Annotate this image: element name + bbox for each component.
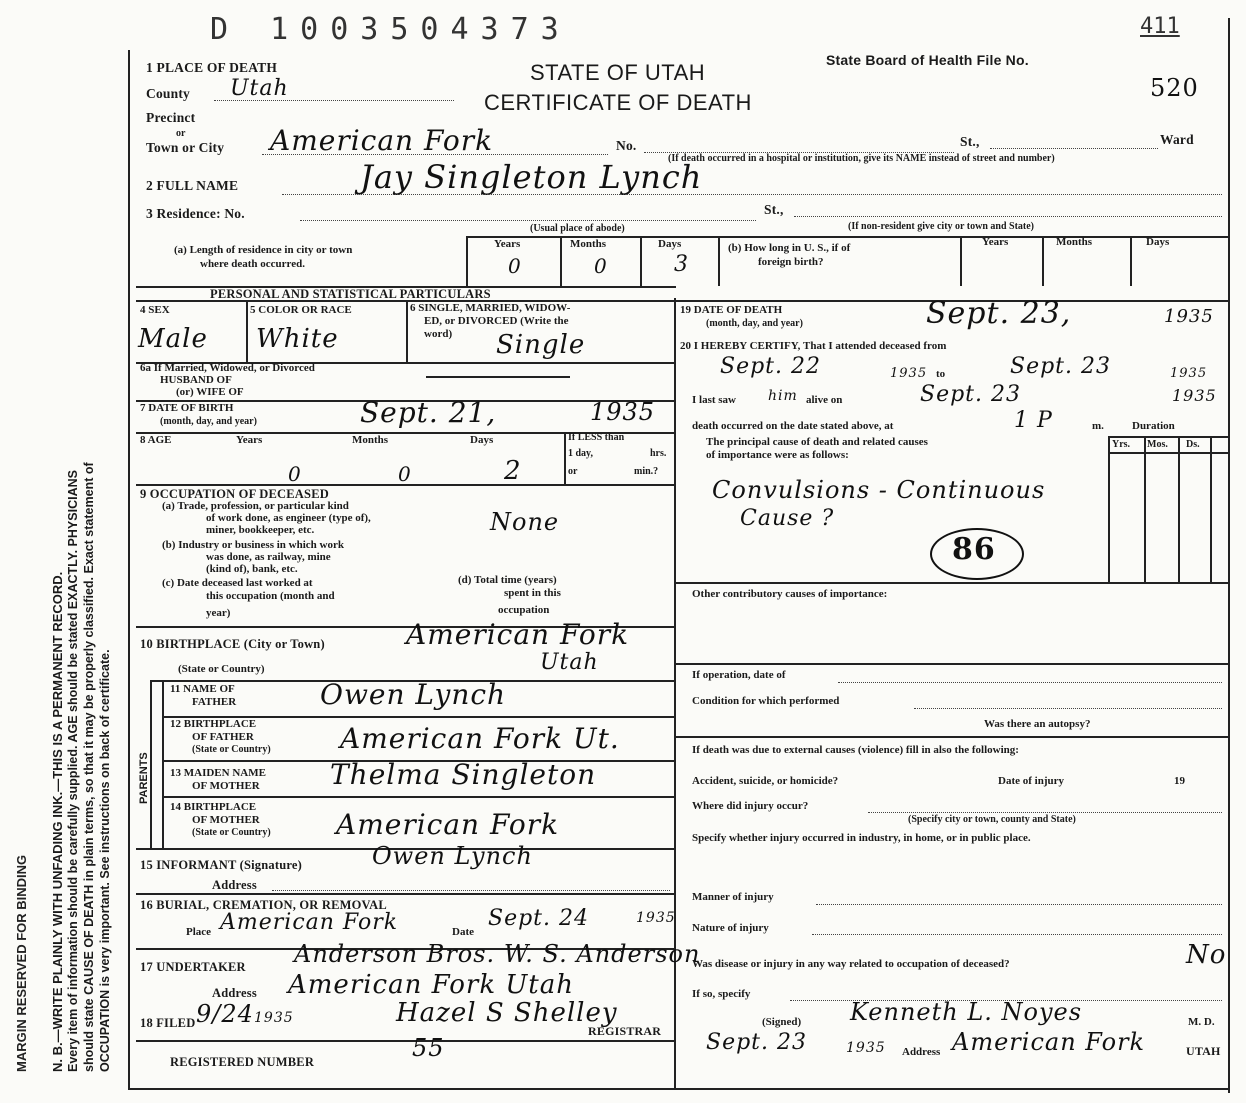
- us-months-label: Months: [1056, 236, 1093, 248]
- accident-label: Accident, suicide, or homicide?: [692, 775, 839, 787]
- age-days-label: Days: [470, 434, 494, 446]
- nonresident-note: (If non-resident give city or town and State): [848, 221, 1035, 232]
- where-injury-label: Where did injury occur?: [692, 800, 809, 812]
- last-saw-date: Sept. 23: [920, 382, 1021, 407]
- marital-value: Single: [496, 330, 586, 360]
- file-no-value: 520: [1150, 74, 1199, 102]
- precinct-label: Precinct: [146, 110, 196, 125]
- town-value: American Fork: [270, 124, 494, 157]
- or-label: or: [176, 128, 186, 139]
- occupation-heading: 9 OCCUPATION OF DECEASED: [140, 487, 329, 501]
- less-day-label: 1 day,: [568, 448, 594, 459]
- cause-line-2: Cause ?: [740, 506, 835, 531]
- manner-label: Manner of injury: [692, 891, 774, 903]
- burial-label: 16 BURIAL, CREMATION, OR REMOVAL: [140, 898, 387, 912]
- cause-label-2: of importance were as follows:: [706, 449, 849, 461]
- filed-label: 18 FILED: [140, 1016, 196, 1030]
- duration-mos: Mos.: [1147, 439, 1168, 450]
- res-days-label: Days: [658, 238, 682, 250]
- attended-to-label: to: [936, 368, 946, 380]
- mother-birthplace-label: 14 BIRTHPLACE: [170, 801, 257, 813]
- registered-number-label: REGISTERED NUMBER: [170, 1055, 315, 1069]
- age-years-value: 0: [288, 462, 302, 486]
- corner-number: 411: [1140, 14, 1180, 39]
- res-months-value: 0: [594, 254, 608, 278]
- occ-c-1: (c) Date deceased last worked at: [162, 577, 313, 589]
- informant-label: 15 INFORMANT (Signature): [140, 858, 302, 872]
- death-time: 1 P: [1014, 408, 1053, 433]
- injury-year-label: 19: [1174, 775, 1185, 787]
- dob-label-2: (month, day, and year): [160, 416, 257, 427]
- age-label: 8 AGE: [140, 434, 172, 446]
- undertaker-address-value: American Fork Utah: [288, 970, 574, 1000]
- occ-b-3: (kind of), bank, etc.: [206, 563, 298, 575]
- duration-yrs: Yrs.: [1112, 439, 1131, 450]
- residence-street-label: St.,: [764, 202, 784, 217]
- burial-place-value: American Fork: [220, 910, 399, 935]
- attended-to-year: 1935: [1170, 366, 1208, 381]
- margin-line-2: Every item of information should be carefully supplied. AGE should be stated EXACTLY. PHYSICIANS: [66, 470, 80, 1072]
- last-saw-label: I last saw: [692, 394, 737, 406]
- serial-number: D 1003504373: [210, 12, 571, 47]
- where-injury-line: [868, 812, 1222, 813]
- operation-line: [838, 682, 1222, 683]
- father-birthplace-value: American Fork Ut.: [340, 722, 620, 755]
- county-line: [214, 100, 454, 101]
- birthplace-state: Utah: [540, 650, 599, 675]
- cause-label: The principal cause of death and related causes: [706, 436, 928, 448]
- sex-label: 4 SEX: [140, 304, 170, 316]
- death-date-value: Sept. 23,: [926, 296, 1072, 331]
- res-years-value: 0: [508, 254, 522, 278]
- occupation-value: None: [490, 508, 560, 536]
- sex-value: Male: [138, 324, 208, 354]
- cause-code: 86: [952, 532, 996, 567]
- filed-year: 1935: [254, 1010, 294, 1026]
- abode-note: (Usual place of abode): [530, 223, 625, 234]
- burial-date-label: Date: [452, 926, 474, 938]
- parents-side-label: PARENTS: [138, 752, 150, 804]
- full-name-label: 2 FULL NAME: [146, 178, 239, 193]
- duration-label: Duration: [1132, 420, 1175, 432]
- hospital-note: (If death occurred in a hospital or institution, give its NAME instead of street and number): [668, 153, 1055, 164]
- residence-line: [300, 220, 756, 221]
- burial-year: 1935: [636, 910, 676, 926]
- margin-line-1: N. B.—WRITE PLAINLY WITH UNFADING INK.—THIS IS A PERMANENT RECORD.: [50, 571, 65, 1072]
- ward-label: Ward: [1160, 132, 1194, 147]
- mother-birthplace-label-2: OF MOTHER: [192, 814, 260, 826]
- mother-birthplace-value: American Fork: [336, 808, 560, 841]
- last-saw-him: him: [768, 388, 798, 404]
- res-years-label: Years: [494, 238, 521, 250]
- length-residence-label: (a) Length of residence in city or town: [174, 244, 353, 256]
- race-label: 5 COLOR OR RACE: [250, 304, 352, 316]
- res-months-label: Months: [570, 238, 607, 250]
- state-title: STATE OF UTAH: [530, 60, 706, 85]
- cause-line-1: Convulsions - Continuous: [712, 476, 1046, 504]
- age-years-label: Years: [236, 434, 263, 446]
- age-days-value: 2: [504, 456, 522, 486]
- dob-value: Sept. 21,: [360, 396, 497, 429]
- occ-a-3: miner, bookkeeper, etc.: [206, 524, 315, 536]
- physician-address-state: UTAH: [1186, 1044, 1221, 1058]
- or-min-label: or: [568, 466, 578, 477]
- filed-date: 9/24: [196, 1000, 254, 1028]
- birthplace-city: American Fork: [406, 618, 630, 651]
- margin-binding-note: MARGIN RESERVED FOR BINDING: [14, 854, 29, 1072]
- residence-label: 3 Residence: No.: [146, 206, 245, 221]
- physician-address-label: Address: [902, 1046, 941, 1058]
- full-name-line: [282, 194, 1222, 195]
- injury-date-label: Date of injury: [998, 775, 1064, 787]
- marital-label-3: word): [424, 328, 453, 340]
- physician-signature: Kenneth L. Noyes: [850, 998, 1083, 1026]
- occupation-related-value: No: [1186, 940, 1227, 970]
- birthplace-state-label: (State or Country): [178, 663, 265, 675]
- occ-c-2: this occupation (month and: [206, 590, 335, 602]
- father-name-value: Owen Lynch: [320, 678, 507, 711]
- informant-value: Owen Lynch: [372, 842, 533, 870]
- father-name-label-2: FATHER: [192, 696, 237, 708]
- burial-date-value: Sept. 24: [488, 906, 589, 931]
- last-saw-year: 1935: [1172, 386, 1217, 405]
- street-no-label: No.: [616, 138, 637, 153]
- death-date-label-2: (month, day, and year): [706, 318, 803, 329]
- external-causes-label: If death was due to external causes (violence) fill in also the following:: [692, 744, 1019, 756]
- mother-birthplace-label-3: (State or Country): [192, 827, 271, 838]
- dob-year: 1935: [590, 398, 656, 426]
- burial-place-label: Place: [186, 926, 212, 938]
- registrar-label: REGISTRAR: [588, 1024, 662, 1038]
- mother-name-value: Thelma Singleton: [330, 758, 597, 791]
- county-label: County: [146, 86, 190, 101]
- condition-label: Condition for which performed: [692, 695, 840, 707]
- nature-line: [812, 934, 1222, 935]
- occ-b-2: was done, as railway, mine: [206, 551, 331, 563]
- alive-on-label: alive on: [806, 394, 843, 406]
- hrs-label: hrs.: [650, 448, 667, 459]
- signed-date: Sept. 23: [706, 1030, 807, 1055]
- informant-address-line: [272, 890, 670, 891]
- certificate-title: CERTIFICATE OF DEATH: [484, 90, 752, 115]
- town-line: [262, 154, 608, 155]
- mother-name-label-2: OF MOTHER: [192, 780, 260, 792]
- birthplace-label: 10 BIRTHPLACE (City or Town): [140, 637, 325, 651]
- death-date-label: 19 DATE OF DEATH: [680, 304, 783, 316]
- signed-label: (Signed): [762, 1016, 802, 1028]
- county-value: Utah: [230, 76, 289, 101]
- death-time-m: m.: [1092, 420, 1104, 432]
- mother-name-label: 13 MAIDEN NAME: [170, 767, 266, 779]
- father-birthplace-label-2: OF FATHER: [192, 731, 254, 743]
- occ-a-1: (a) Trade, profession, or particular kind: [162, 500, 349, 512]
- manner-line: [816, 904, 1222, 905]
- condition-line: [914, 708, 1222, 709]
- less-than-label: If LESS than: [568, 432, 625, 443]
- contributory-label: Other contributory causes of importance:: [692, 588, 888, 600]
- town-label: Town or City: [146, 140, 225, 155]
- marital-label-2: ED, or DIVORCED (Write the: [424, 315, 569, 327]
- age-months-label: Months: [352, 434, 389, 446]
- occupation-related-label: Was disease or injury in any way related to occupation of deceased?: [692, 958, 1010, 970]
- spouse-label-2: HUSBAND OF: [160, 374, 232, 386]
- if-so-specify-label: If so, specify: [692, 988, 751, 1000]
- operation-label: If operation, date of: [692, 669, 786, 681]
- us-residence-label: (b) How long in U. S., if of: [728, 242, 851, 254]
- md-label: M. D.: [1188, 1016, 1215, 1028]
- where-injury-note: (Specify city or town, county and State): [908, 814, 1076, 825]
- attended-from-year: 1935: [890, 366, 928, 381]
- duration-ds: Ds.: [1186, 439, 1200, 450]
- age-months-value: 0: [398, 462, 412, 486]
- us-days-label: Days: [1146, 236, 1170, 248]
- us-years-label: Years: [982, 236, 1009, 248]
- full-name-value: Jay Singleton Lynch: [360, 158, 703, 196]
- physician-address: American Fork: [952, 1028, 1146, 1056]
- race-value: White: [256, 324, 339, 354]
- informant-address-label: Address: [212, 878, 257, 892]
- autopsy-label: Was there an autopsy?: [984, 718, 1091, 730]
- occ-d-1: (d) Total time (years): [458, 574, 557, 586]
- residence-street-line: [794, 216, 1222, 217]
- occ-b-1: (b) Industry or business in which work: [162, 539, 344, 551]
- occ-d-2: spent in this: [504, 587, 561, 599]
- file-no-label: State Board of Health File No.: [826, 52, 1029, 68]
- registrar-signature: Hazel S Shelley: [396, 998, 618, 1028]
- father-birthplace-label-3: (State or Country): [192, 744, 271, 755]
- min-label: min.?: [634, 466, 659, 477]
- nature-label: Nature of injury: [692, 922, 769, 934]
- death-year: 1935: [1164, 306, 1214, 327]
- margin-line-4: OCCUPATION is very important. See instructions on back of certificate.: [98, 649, 112, 1072]
- industry-label: Specify whether injury occurred in industry, in home, or in public place.: [692, 832, 1031, 844]
- father-name-label: 11 NAME OF: [170, 683, 235, 695]
- place-of-death-heading: 1 PLACE OF DEATH: [146, 60, 278, 75]
- dob-label: 7 DATE OF BIRTH: [140, 402, 234, 414]
- length-residence-label-2: where death occurred.: [200, 258, 305, 270]
- undertaker-label: 17 UNDERTAKER: [140, 960, 246, 974]
- us-residence-label-2: foreign birth?: [758, 256, 824, 268]
- occ-d-3: occupation: [498, 604, 550, 616]
- personal-heading: PERSONAL AND STATISTICAL PARTICULARS: [210, 287, 491, 301]
- res-days-value: 3: [674, 252, 689, 277]
- spouse-label: 6a If Married, Widowed, or Divorced: [140, 362, 315, 374]
- attended-from: Sept. 22: [720, 354, 821, 379]
- marital-label: 6 SINGLE, MARRIED, WIDOW-: [410, 302, 571, 314]
- undertaker-value: Anderson Bros. W. S. Anderson: [294, 940, 701, 968]
- certify-label: 20 I HEREBY CERTIFY, That I attended deceased from: [680, 340, 947, 352]
- occ-a-2: of work done, as engineer (type of),: [206, 512, 371, 524]
- death-occurred-label: death occurred on the date stated above, at: [692, 420, 894, 432]
- attended-to: Sept. 23: [1010, 354, 1111, 379]
- spouse-dash: [426, 376, 570, 378]
- father-birthplace-label: 12 BIRTHPLACE: [170, 718, 257, 730]
- signed-year: 1935: [846, 1040, 886, 1056]
- spouse-label-3: (or) WIFE OF: [176, 386, 244, 398]
- undertaker-address-label: Address: [212, 986, 257, 1000]
- street-line: [990, 148, 1158, 149]
- registered-number-value: 55: [412, 1034, 445, 1062]
- street-label: St.,: [960, 134, 980, 149]
- margin-line-3: should state CAUSE OF DEATH in plain terms, so that it may be properly classified. Exact statement of: [82, 462, 96, 1072]
- occ-c-3: year): [206, 607, 231, 619]
